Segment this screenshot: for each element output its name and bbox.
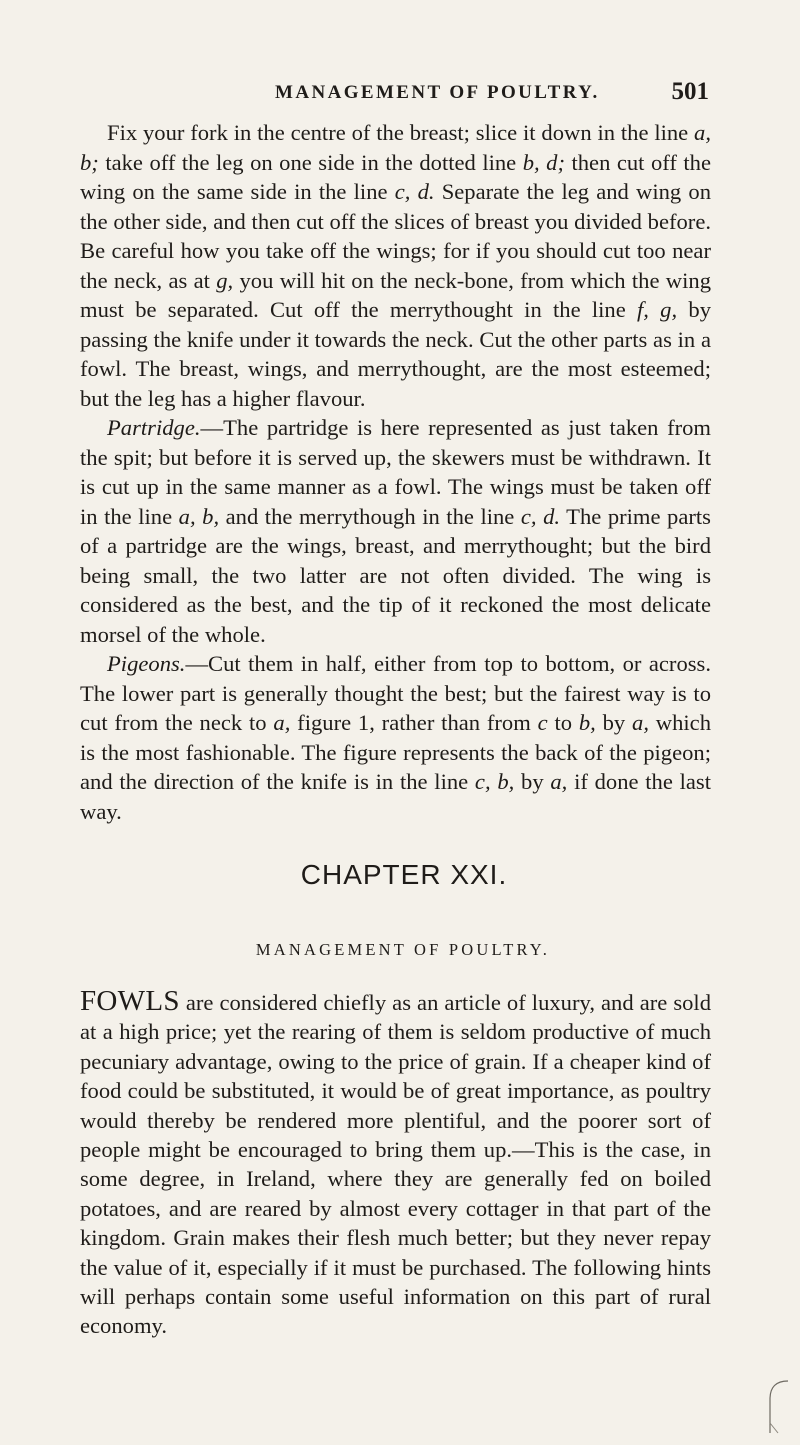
page-corner-mark-icon xyxy=(748,1377,790,1435)
page-number: 501 xyxy=(671,78,709,105)
paragraph-partridge: Partridge.—The partridge is here represented as just taken from the spit; but before it is served up, the skewers must be withdrawn. It is cut up in the same manner as a fowl. The wings must be taken off in the line a, b, and the merrythough in the line c, d. The prime parts of a partridge are the wings, breast, and merrythought; but the bird being small, the two latter are not often divided. The wing is considered as the best, and the tip of it reckoned the most delicate morsel of the whole. xyxy=(80,415,711,647)
running-title: MANAGEMENT OF POULTRY. xyxy=(275,82,600,103)
opening-word: FOWLS xyxy=(80,985,180,1017)
body-text-top xyxy=(80,118,711,826)
body-text-bottom xyxy=(80,987,711,1341)
paragraph-carving-instructions: Fix your fork in the centre of the breast; slice it down in the line a, b; take off the leg on one side in the dotted line b, d; then cut off the wing on the same side in the line c, d. Separate the leg and wing on the other side, and then cut off the slices of breast you divided before. Be careful how you take off the wings; for if you should cut too near the neck, as at g, you will hit on the neck-bone, from which the wing must be separated. Cut off the merrythought in the line f, g, by passing the knife under it towards the neck. Cut the other parts as in a fowl. The breast, wings, and merrythought, are the most esteemed; but the leg has a higher flavour. xyxy=(80,120,711,411)
paragraph-pigeons: Pigeons.—Cut them in half, either from top to bottom, or across. The lower part is generally thought the best; but the fairest way is to cut from the neck to a, figure 1, rather than from c to b, by a, which is the most fashionable. The figure represents the back of the pigeon; and the direction of the knife is in the line c, b, by a, if done the last way. xyxy=(80,651,712,824)
chapter-title: CHAPTER XXI. xyxy=(300,859,508,890)
running-head xyxy=(0,78,800,112)
paragraph-fowls: FOWLS are considered chiefly as an article of luxury, and are sold at a high price; yet the rearing of them is seldom productive of much pecuniary advantage, owing to the price of grain. If a cheaper kind of food could be substituted, it would be of great importance, as poultry would thereby be rendered more plentiful, and the poorer sort of people might be encouraged to bring them up.—This is the case, in some degree, in Ireland, where they are generally fed on boiled potatoes, and are reared by almost every cottager in that part of the kingdom. Grain makes their flesh much better; but they never repay the value of it, especially if it must be purchased. The following hints will perhaps contain some useful information on this part of rural economy. xyxy=(80,985,711,1339)
pigeons-heading: Pigeons. xyxy=(107,651,186,676)
partridge-heading: Partridge. xyxy=(107,415,201,440)
chapter-subtitle: MANAGEMENT OF POULTRY. xyxy=(255,940,551,959)
